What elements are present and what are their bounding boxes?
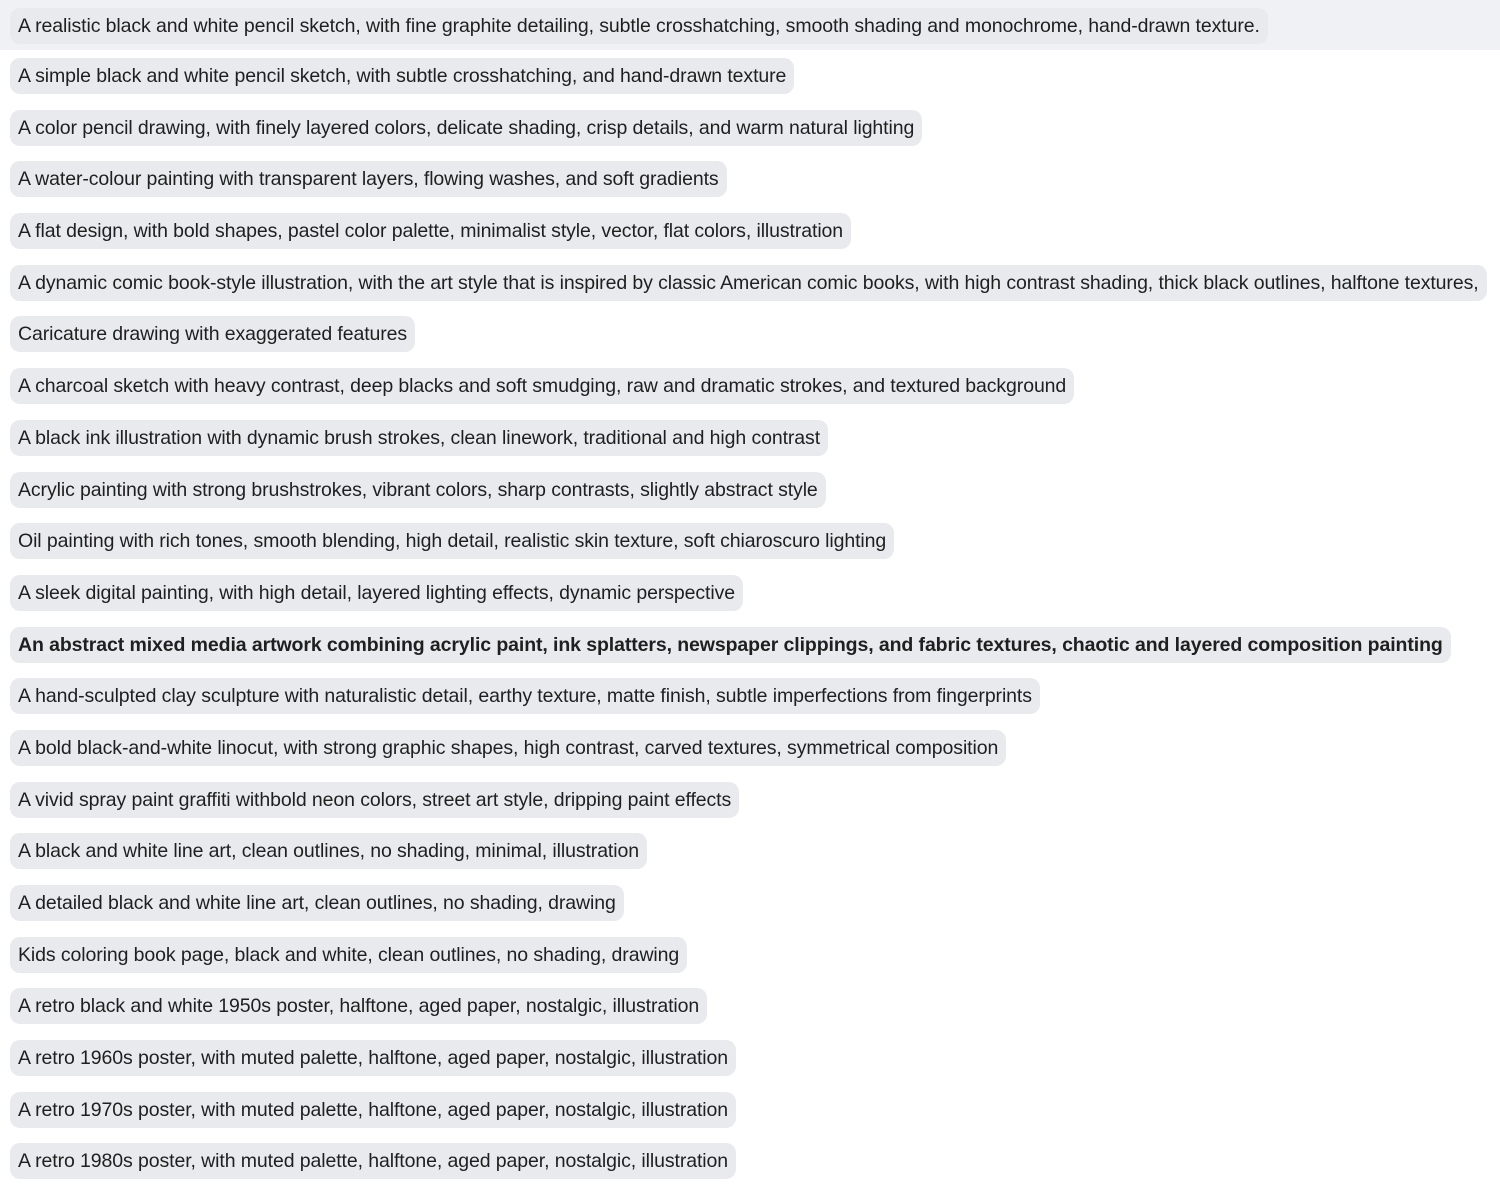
prompt-row xyxy=(0,464,1500,516)
prompt-chip[interactable]: A vivid spray paint graffiti withbold neon colors, street art style, dripping paint effects xyxy=(10,782,739,818)
prompt-row xyxy=(0,257,1500,309)
prompt-row xyxy=(0,205,1500,257)
prompt-chip[interactable]: A black ink illustration with dynamic brush strokes, clean linework, traditional and high contrast xyxy=(10,420,828,456)
prompt-row xyxy=(0,360,1500,412)
prompt-row xyxy=(0,929,1500,981)
prompt-row xyxy=(0,567,1500,619)
prompt-chip[interactable]: A realistic black and white pencil sketch, with fine graphite detailing, subtle crosshatching, smooth shading and monochrome, hand-drawn texture. xyxy=(10,8,1268,44)
prompt-chip[interactable]: A retro 1970s poster, with muted palette, halftone, aged paper, nostalgic, illustration xyxy=(10,1092,736,1128)
prompt-chip[interactable]: A simple black and white pencil sketch, with subtle crosshatching, and hand-drawn texture xyxy=(10,58,794,94)
prompt-chip[interactable]: Acrylic painting with strong brushstrokes, vibrant colors, sharp contrasts, slightly abstract style xyxy=(10,472,826,508)
prompt-chip[interactable]: A hand-sculpted clay sculpture with naturalistic detail, earthy texture, matte finish, subtle imperfections from fingerprints xyxy=(10,678,1040,714)
prompt-chip[interactable]: A water-colour painting with transparent layers, flowing washes, and soft gradients xyxy=(10,161,727,197)
prompt-row xyxy=(0,50,1500,102)
prompt-row xyxy=(0,670,1500,722)
prompt-row xyxy=(0,877,1500,929)
prompt-chip[interactable]: A retro black and white 1950s poster, halftone, aged paper, nostalgic, illustration xyxy=(10,988,707,1024)
prompt-chip[interactable]: A detailed black and white line art, clean outlines, no shading, drawing xyxy=(10,885,624,921)
prompt-chip[interactable]: A retro 1980s poster, with muted palette, halftone, aged paper, nostalgic, illustration xyxy=(10,1143,736,1179)
prompt-chip[interactable]: A dynamic comic book-style illustration, with the art style that is inspired by classic American comic books, with high contrast shading, thick black outlines, halftone textures, xyxy=(10,265,1487,301)
prompt-row xyxy=(0,1032,1500,1084)
prompt-chip[interactable]: A black and white line art, clean outlines, no shading, minimal, illustration xyxy=(10,833,647,869)
prompt-chip-selected[interactable]: An abstract mixed media artwork combining acrylic paint, ink splatters, newspaper clippings, and fabric textures, chaotic and layered composition painting xyxy=(10,627,1451,663)
prompt-row xyxy=(0,1084,1500,1136)
prompt-row xyxy=(0,102,1500,154)
prompt-row xyxy=(0,308,1500,360)
prompt-row xyxy=(0,722,1500,774)
prompt-chip[interactable]: Oil painting with rich tones, smooth blending, high detail, realistic skin texture, soft chiaroscuro lighting xyxy=(10,523,894,559)
prompt-row xyxy=(0,1135,1500,1187)
prompt-row xyxy=(0,980,1500,1032)
prompt-row xyxy=(0,515,1500,567)
prompt-row xyxy=(0,0,1500,50)
prompt-chip[interactable]: A flat design, with bold shapes, pastel color palette, minimalist style, vector, flat colors, illustration xyxy=(10,213,851,249)
prompt-chip[interactable]: A bold black-and-white linocut, with strong graphic shapes, high contrast, carved textures, symmetrical composition xyxy=(10,730,1006,766)
prompt-chip[interactable]: A sleek digital painting, with high detail, layered lighting effects, dynamic perspective xyxy=(10,575,743,611)
prompt-row xyxy=(0,412,1500,464)
prompt-chip[interactable]: A color pencil drawing, with finely layered colors, delicate shading, crisp details, and warm natural lighting xyxy=(10,110,922,146)
prompt-chip[interactable]: Kids coloring book page, black and white, clean outlines, no shading, drawing xyxy=(10,937,687,973)
prompt-chip[interactable]: A charcoal sketch with heavy contrast, deep blacks and soft smudging, raw and dramatic strokes, and textured background xyxy=(10,368,1074,404)
prompt-row-selected xyxy=(0,619,1500,671)
prompt-row xyxy=(0,825,1500,877)
prompt-row xyxy=(0,774,1500,826)
prompt-row xyxy=(0,153,1500,205)
prompt-chip[interactable]: A retro 1960s poster, with muted palette, halftone, aged paper, nostalgic, illustration xyxy=(10,1040,736,1076)
prompt-chip[interactable]: Caricature drawing with exaggerated features xyxy=(10,316,415,352)
